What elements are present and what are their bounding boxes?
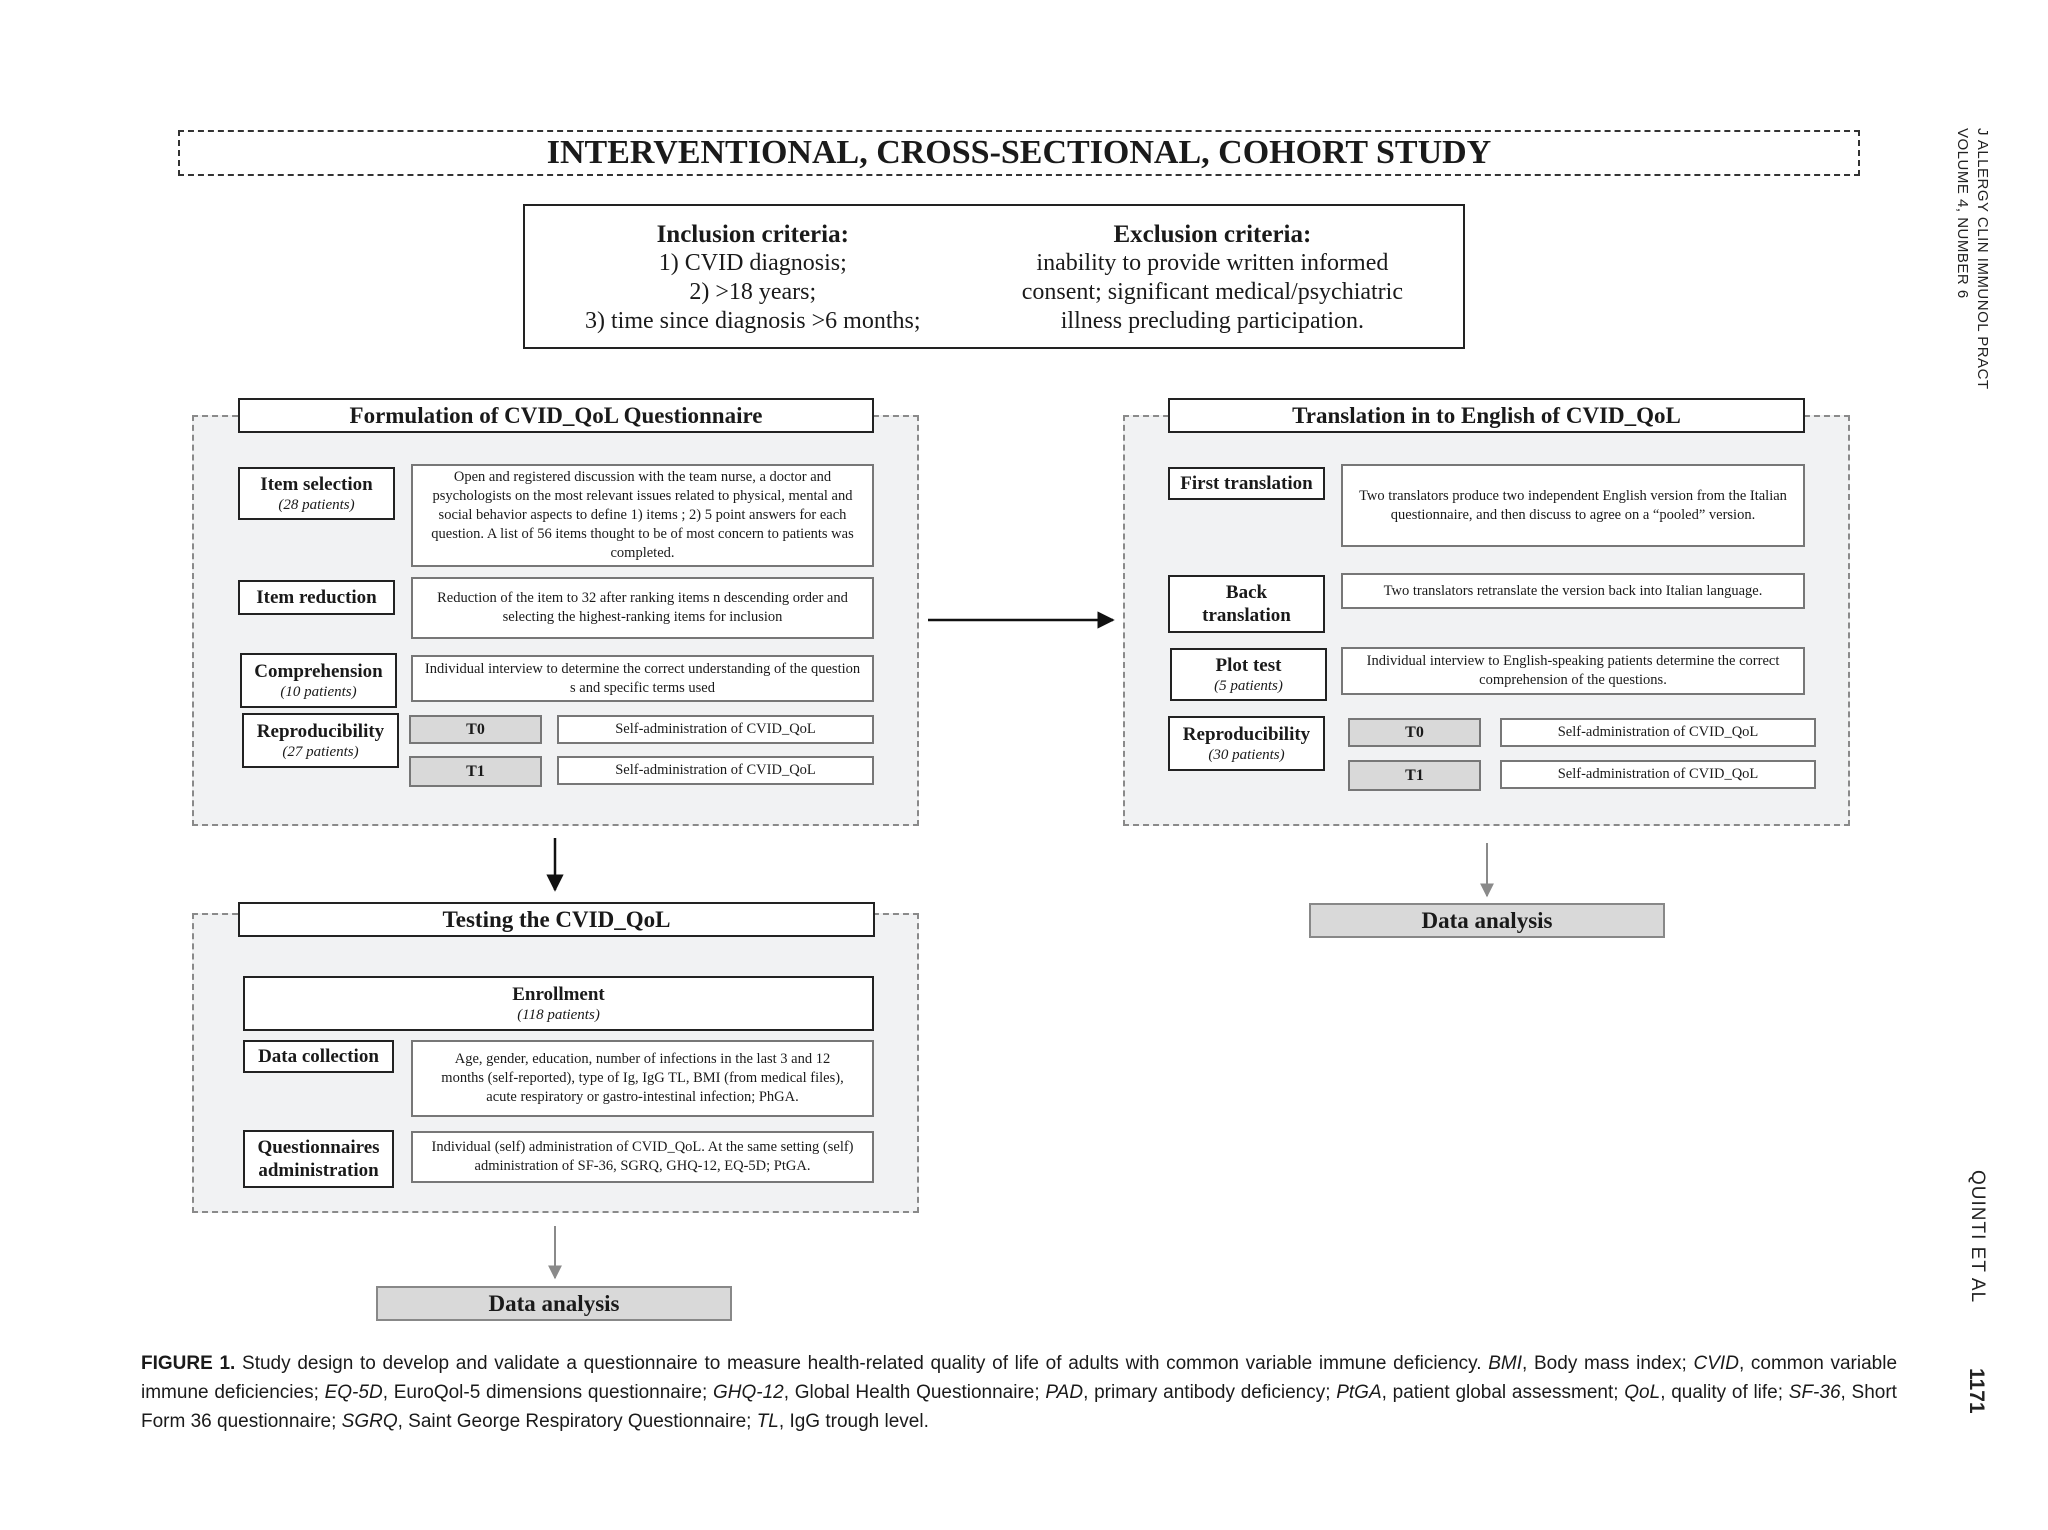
abbr-def: , IgG trough level. bbox=[778, 1411, 929, 1432]
data-analysis-right: Data analysis bbox=[1309, 903, 1665, 938]
testing-title: Testing the CVID_QoL bbox=[238, 902, 875, 937]
caption-intro: Study design to develop and validate a questionnaire to measure health-related quality of life of adults with common variable immune deficiency. bbox=[235, 1353, 1489, 1374]
back-translation-text2: translation bbox=[1202, 605, 1291, 626]
first-translation-label: First translation bbox=[1168, 467, 1325, 500]
abbr-term: QoL bbox=[1624, 1382, 1661, 1403]
reproducibility-label-right bbox=[1168, 716, 1325, 771]
running-head-authors: QUINTI ET AL bbox=[1967, 1170, 1988, 1304]
abbr-def: , Short Form 36 questionnaire; bbox=[141, 1382, 1897, 1432]
item-reduction-label: Item reduction bbox=[238, 580, 395, 615]
t0-desc-right: Self-administration of CVID_QoL bbox=[1500, 718, 1816, 747]
inclusion-heading: Inclusion criteria: bbox=[656, 221, 849, 248]
abbr-def: , Body mass index; bbox=[1522, 1353, 1694, 1374]
reproducibility-text: Reproducibility bbox=[1182, 724, 1311, 745]
reproducibility-text: Reproducibility bbox=[256, 721, 385, 742]
reproducibility-label-left bbox=[242, 713, 399, 768]
first-translation-desc: Two translators produce two independent English version from the Italian questionnaire, and then discuss to agree on a “pooled” version. bbox=[1341, 464, 1805, 547]
t1-desc-left: Self-administration of CVID_QoL bbox=[557, 756, 874, 785]
abbr-term: EQ-5D bbox=[324, 1382, 383, 1403]
exclusion-line: inability to provide written informed bbox=[1036, 250, 1389, 276]
abbr-def: , primary antibody deficiency; bbox=[1083, 1382, 1337, 1403]
t1-box-right: T1 bbox=[1348, 760, 1481, 791]
reproducibility-patients: (27 patients) bbox=[282, 744, 359, 760]
questionnaires-text2: administration bbox=[258, 1160, 379, 1181]
t0-box-left: T0 bbox=[409, 715, 542, 744]
inclusion-line: 1) CVID diagnosis; bbox=[658, 250, 847, 276]
comprehension-label bbox=[240, 653, 397, 708]
exclusion-line: illness precluding participation. bbox=[1060, 308, 1365, 334]
back-translation-label bbox=[1168, 575, 1325, 633]
exclusion-heading: Exclusion criteria: bbox=[1113, 221, 1312, 248]
data-collection-desc: Age, gender, education, number of infections in the last 3 and 12 months (self-reported), type of Ig, IgG TL, BMI (from medical files), acute respiratory or gastro-intestinal infection; PhGA. bbox=[411, 1040, 874, 1117]
plot-test-patients: (5 patients) bbox=[1214, 678, 1283, 694]
t1-box-left: T1 bbox=[409, 756, 542, 787]
figure-label: FIGURE 1. bbox=[141, 1353, 236, 1374]
questionnaires-label bbox=[243, 1130, 394, 1188]
t0-box-right: T0 bbox=[1348, 718, 1481, 747]
questionnaires-desc: Individual (self) administration of CVID_QoL. At the same setting (self) administration of SF-36, SGRQ, GHQ-12, EQ-5D; PtGA. bbox=[411, 1131, 874, 1183]
comprehension-desc: Individual interview to determine the correct understanding of the question s and specific terms used bbox=[411, 655, 874, 702]
plot-test-label bbox=[1170, 648, 1327, 701]
running-head-journal: J ALLERGY CLIN IMMUNOL PRACT bbox=[1974, 128, 1991, 390]
questionnaires-text1: Questionnaires bbox=[257, 1137, 380, 1158]
page-number: 1171 bbox=[1965, 1368, 1988, 1414]
enrollment-text: Enrollment bbox=[512, 984, 605, 1005]
abbr-term: SF-36 bbox=[1788, 1382, 1841, 1403]
inclusion-line: 2) >18 years; bbox=[689, 279, 817, 305]
comprehension-text: Comprehension bbox=[254, 661, 383, 682]
plot-test-desc: Individual interview to English-speaking patients determine the correct comprehension of the questions. bbox=[1341, 647, 1805, 695]
abbr-def: , Global Health Questionnaire; bbox=[783, 1382, 1046, 1403]
data-collection-label: Data collection bbox=[243, 1040, 394, 1073]
abbr-def: , EuroQol-5 dimensions questionnaire; bbox=[382, 1382, 713, 1403]
abbr-term: CVID bbox=[1693, 1353, 1739, 1374]
enrollment-box bbox=[243, 976, 874, 1031]
abbr-term: SGRQ bbox=[341, 1411, 398, 1432]
figure-caption bbox=[141, 1349, 1897, 1436]
t1-desc-right: Self-administration of CVID_QoL bbox=[1500, 760, 1816, 789]
abbr-def: , common variable immune deficiencies; bbox=[141, 1353, 1898, 1403]
inclusion-line: 3) time since diagnosis >6 months; bbox=[585, 308, 921, 334]
item-selection-patients: (28 patients) bbox=[278, 497, 355, 513]
abbr-term: PAD bbox=[1045, 1382, 1084, 1403]
abbr-term: TL bbox=[756, 1411, 779, 1432]
abbr-term: PtGA bbox=[1336, 1382, 1382, 1403]
abbr-term: BMI bbox=[1488, 1353, 1523, 1374]
back-translation-desc: Two translators retranslate the version back into Italian language. bbox=[1341, 573, 1805, 609]
abbr-def: , Saint George Respiratory Questionnaire; bbox=[397, 1411, 757, 1432]
data-analysis-left: Data analysis bbox=[376, 1286, 732, 1321]
abbr-term: GHQ-12 bbox=[712, 1382, 784, 1403]
comprehension-patients: (10 patients) bbox=[280, 684, 357, 700]
abbr-def: , quality of life; bbox=[1660, 1382, 1789, 1403]
t0-desc-left: Self-administration of CVID_QoL bbox=[557, 715, 874, 744]
reproducibility-patients: (30 patients) bbox=[1208, 747, 1285, 763]
enrollment-patients: (118 patients) bbox=[517, 1007, 600, 1023]
running-head-volume: VOLUME 4, NUMBER 6 bbox=[1954, 128, 1971, 299]
formulation-title: Formulation of CVID_QoL Questionnaire bbox=[238, 398, 874, 433]
item-selection-label bbox=[238, 467, 395, 520]
item-reduction-desc: Reduction of the item to 32 after ranking items n descending order and selecting the highest-ranking items for inclusion bbox=[411, 577, 874, 639]
back-translation-text1: Back bbox=[1225, 582, 1268, 603]
item-selection-text: Item selection bbox=[260, 474, 373, 495]
plot-test-text: Plot test bbox=[1215, 655, 1282, 676]
exclusion-line: consent; significant medical/psychiatric bbox=[1021, 279, 1403, 305]
study-title: INTERVENTIONAL, CROSS-SECTIONAL, COHORT STUDY bbox=[178, 130, 1860, 176]
translation-title: Translation in to English of CVID_QoL bbox=[1168, 398, 1805, 433]
abbr-def: , patient global assessment; bbox=[1381, 1382, 1625, 1403]
item-selection-desc: Open and registered discussion with the team nurse, a doctor and psychologists on the most relevant issues related to physical, mental and social behavior aspects to define 1) items ; 2) 5 point answers for each question. A list of 56 items thought to be of most concern to patients was completed. bbox=[411, 464, 874, 567]
